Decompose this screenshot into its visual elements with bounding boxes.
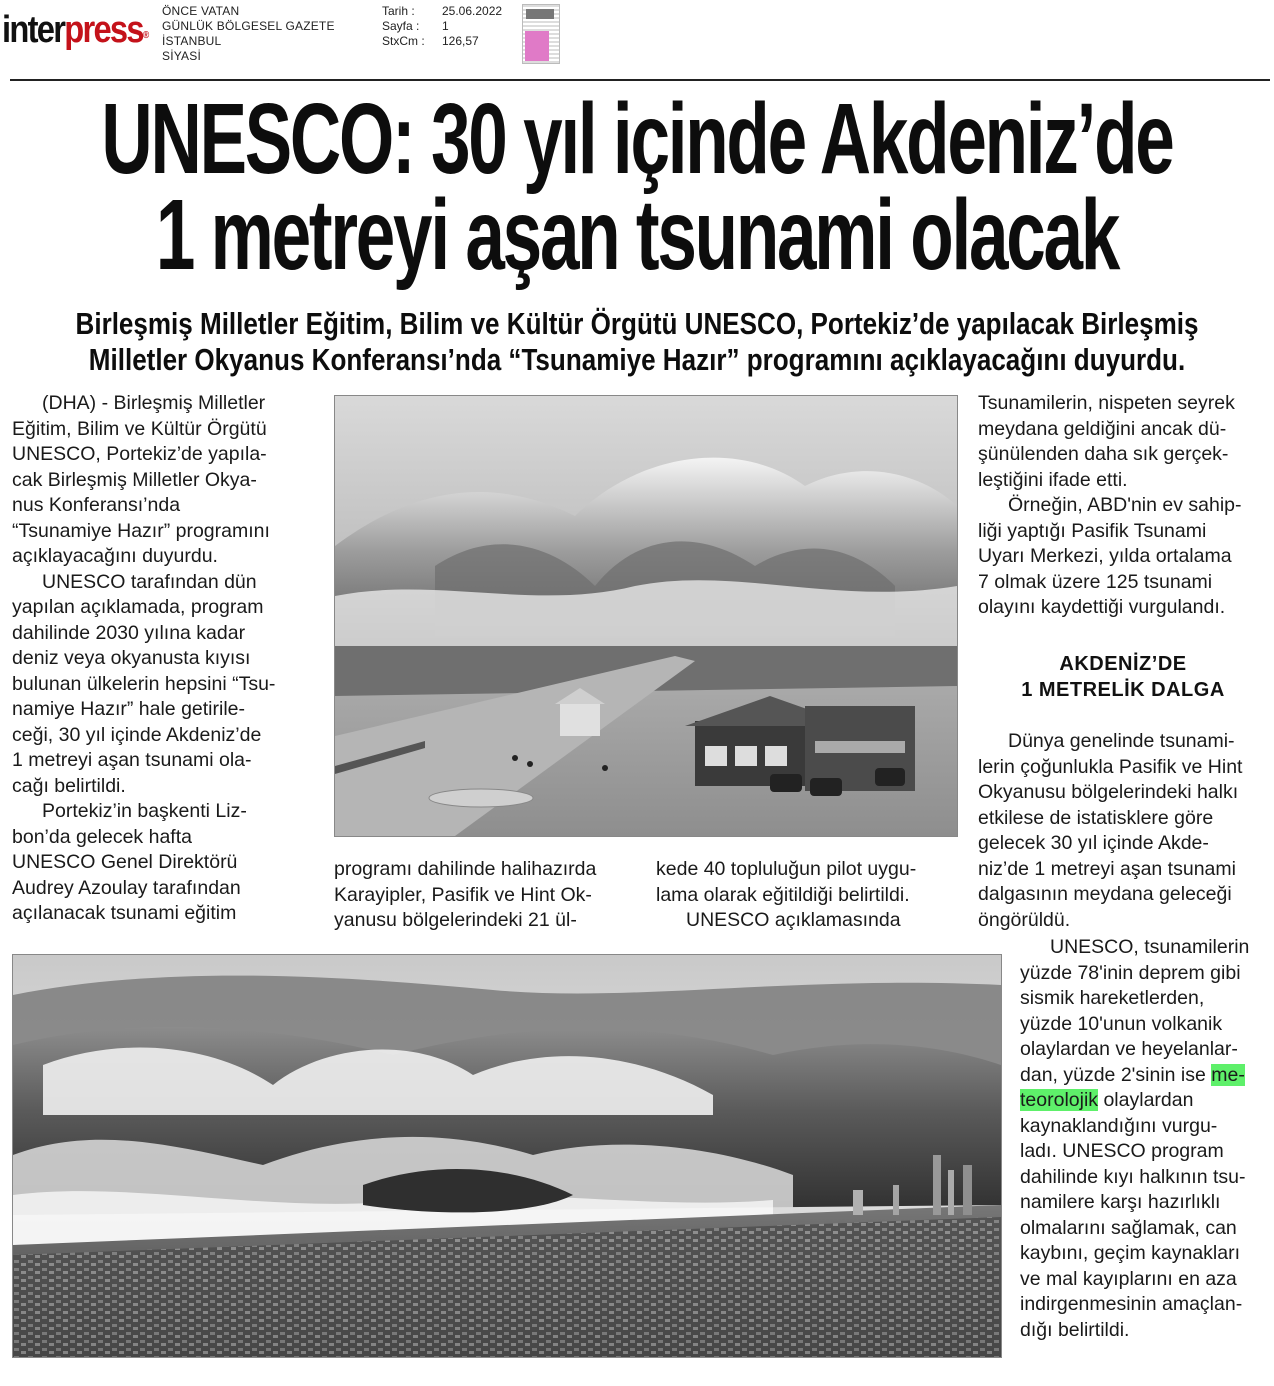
paragraph-line: UNESCO, Portekiz’de yapıla-	[12, 443, 267, 465]
publication-section: SİYASİ	[162, 49, 201, 63]
paragraph-line: olmalarını sağlamak, can	[1020, 1216, 1237, 1239]
paragraph-line: niz’de 1 metreyi aşan tsunami	[978, 857, 1236, 880]
paragraph-line: yüzde 10'unun volkanik	[1020, 1012, 1223, 1035]
article-column-2	[334, 857, 644, 934]
text-segment: olaylardan	[1098, 1089, 1194, 1111]
paragraph-line: namiye Hazır” hale getirile-	[12, 698, 246, 720]
paragraph-line: gelecek 30 yıl içinde Akde-	[978, 832, 1209, 854]
paragraph-line: açıklayacağını duyurdu.	[12, 545, 218, 567]
paragraph-line: cak Birleşmiş Milletler Okya-	[12, 468, 257, 491]
article-column-4-final	[1020, 935, 1274, 1343]
paragraph-line: “Tsunamiye Hazır” programını	[12, 519, 270, 542]
paragraph-line: Tsunamilerin, nispeten seyrek	[978, 392, 1235, 414]
paragraph-line: 7 olmak üzere 125 tsunami	[978, 570, 1213, 593]
tsunami-city-photo	[12, 954, 1002, 1358]
tsunami-pier-photo	[334, 395, 958, 837]
paragraph-line: bon’da gelecek hafta	[12, 825, 192, 848]
paragraph-line: Örneğin, ABD'nin ev sahip-	[1008, 494, 1242, 516]
paragraph-line: ladı. UNESCO program	[1020, 1140, 1224, 1162]
paragraph-line: UNESCO açıklamasında	[686, 909, 901, 931]
publication-city: İSTANBUL	[162, 34, 222, 48]
publication-type: GÜNLÜK BÖLGESEL GAZETE	[162, 19, 335, 33]
paragraph-line: lama olarak eğitildiği belirtildi.	[656, 883, 910, 906]
spot-line-2: Milletler Okyanus Konferansı’nda “Tsunamiye Hazır” programını açıklayacağını duyurdu.	[88, 342, 1186, 377]
paragraph-line: öngörüldü.	[978, 908, 1071, 931]
paragraph-line: Okyanusu bölgelerindeki halkı	[978, 781, 1239, 803]
paragraph-line: Uyarı Merkezi, yılda ortalama	[978, 545, 1232, 567]
paragraph-line: yapılan açıklamada, program	[12, 596, 264, 618]
paragraph-line: açılanacak tsunami eğitim	[12, 902, 237, 924]
page-thumbnail[interactable]	[522, 4, 560, 64]
paragraph-line: Audrey Azoulay tarafından	[12, 876, 241, 899]
highlighted-keyword: me-	[1211, 1063, 1245, 1086]
paragraph-line: kede 40 topluluğun pilot uygu-	[656, 858, 917, 880]
article-column-3	[656, 857, 956, 934]
paragraph-line: (DHA) - Birleşmiş Milletler	[42, 392, 266, 414]
paragraph-line: 1 metreyi aşan tsunami ola-	[12, 749, 252, 771]
paragraph-line: leştiğini ifade etti.	[978, 468, 1128, 491]
paragraph-line: deniz veya okyanusta kıyısı	[12, 647, 251, 669]
date-value: 25.06.2022	[442, 4, 503, 18]
article-column-4-continued	[978, 729, 1268, 933]
paragraph-line: cağı belirtildi.	[12, 774, 126, 797]
publication-info	[162, 4, 335, 64]
paragraph-line: namilere karşı hazırlıklı	[1020, 1191, 1221, 1213]
paragraph-line: UNESCO, tsunamilerin	[1050, 936, 1250, 958]
header-divider	[10, 79, 1270, 81]
paragraph-line	[1020, 1063, 1274, 1089]
paragraph-line: bulunan ülkelerin hepsini “Tsu-	[12, 672, 276, 695]
headline-line-2: 1 metreyi aşan tsunami olacak	[155, 179, 1119, 291]
paragraph-line: ve mal kayıplarını en aza	[1020, 1267, 1237, 1290]
highlighted-keyword: teorolojik	[1020, 1089, 1099, 1111]
paragraph-line: meydana geldiğini ancak dü-	[978, 417, 1227, 440]
article-column-1	[12, 391, 312, 927]
clip-meta	[382, 4, 502, 49]
publication-name: ÖNCE VATAN	[162, 4, 240, 18]
paragraph-line: yüzde 78'inin deprem gibi	[1020, 961, 1241, 984]
paragraph-line: sismik hareketlerden,	[1020, 987, 1205, 1009]
subheading-line-2: 1 METRELİK DALGA	[1021, 679, 1225, 701]
paragraph-line: programı dahilinde halihazırda	[334, 858, 597, 880]
article-column-4	[978, 391, 1268, 621]
paragraph-line: lerin çoğunlukla Pasifik ve Hint	[978, 755, 1243, 778]
paragraph-line: Eğitim, Bilim ve Kültür Örgütü	[12, 417, 267, 440]
paragraph-line: olaylardan ve heyelanlar-	[1020, 1038, 1238, 1060]
paragraph-line: dalgasının meydana geleceği	[978, 883, 1232, 905]
logo-accent-text: press	[64, 9, 143, 51]
logo-text: inter	[2, 9, 65, 51]
paragraph-line: liği yaptığı Pasifik Tsunami	[978, 519, 1207, 542]
headline-line-1: UNESCO: 30 yıl içinde Akdeniz’de	[101, 83, 1173, 195]
paragraph-line: dığı belirtildi.	[1020, 1318, 1130, 1341]
paragraph-line: etkilese de istatisklere göre	[978, 806, 1214, 829]
paragraph-line: dahilinde kıyı halkının tsu-	[1020, 1165, 1246, 1188]
subheading-line-1: AKDENİZ’DE	[1059, 653, 1187, 675]
spot-text	[75, 306, 1199, 378]
page-value: 1	[442, 19, 449, 33]
spot-line-1: Birleşmiş Milletler Eğitim, Bilim ve Kültür Örgütü UNESCO, Portekiz’de yapılacak Birleşmiş	[75, 306, 1199, 341]
paragraph-line: indirgenmesinin amaçlan-	[1020, 1293, 1243, 1315]
paragraph-line: şünülenden daha sık gerçek-	[978, 443, 1229, 465]
paragraph-line: kaybını, geçim kaynakları	[1020, 1242, 1241, 1264]
size-value: 126,57	[442, 34, 479, 48]
paragraph-line: UNESCO Genel Direktörü	[12, 851, 238, 873]
size-label: StxCm :	[382, 34, 425, 48]
paragraph-line: Karayipler, Pasifik ve Hint Ok-	[334, 883, 592, 906]
interpress-logo	[2, 10, 147, 50]
paragraph-line	[1020, 1088, 1274, 1114]
paragraph-line: UNESCO tarafından dün	[42, 570, 257, 593]
paragraph-line: olayını kaydettiği vurgulandı.	[978, 596, 1226, 618]
paragraph-line: Dünya genelinde tsunami-	[1008, 730, 1235, 752]
date-label: Tarih :	[382, 4, 415, 18]
paragraph-line: ceği, 30 yıl içinde Akdeniz’de	[12, 723, 262, 746]
paragraph-line: dahilinde 2030 yılına kadar	[12, 621, 246, 644]
text-segment: dan, yüzde 2'sinin ise	[1020, 1063, 1212, 1086]
registered-mark: ®	[142, 30, 148, 41]
section-subheading	[978, 651, 1268, 703]
paragraph-line: Portekiz’in başkenti Liz-	[42, 800, 247, 822]
paragraph-line: nus Konferansı’nda	[12, 494, 181, 516]
paragraph-line: yanusu bölgelerindeki 21 ül-	[334, 909, 577, 931]
headline	[101, 83, 1173, 291]
page-label: Sayfa :	[382, 19, 420, 33]
paragraph-line: kaynaklandığını vurgu-	[1020, 1114, 1218, 1137]
